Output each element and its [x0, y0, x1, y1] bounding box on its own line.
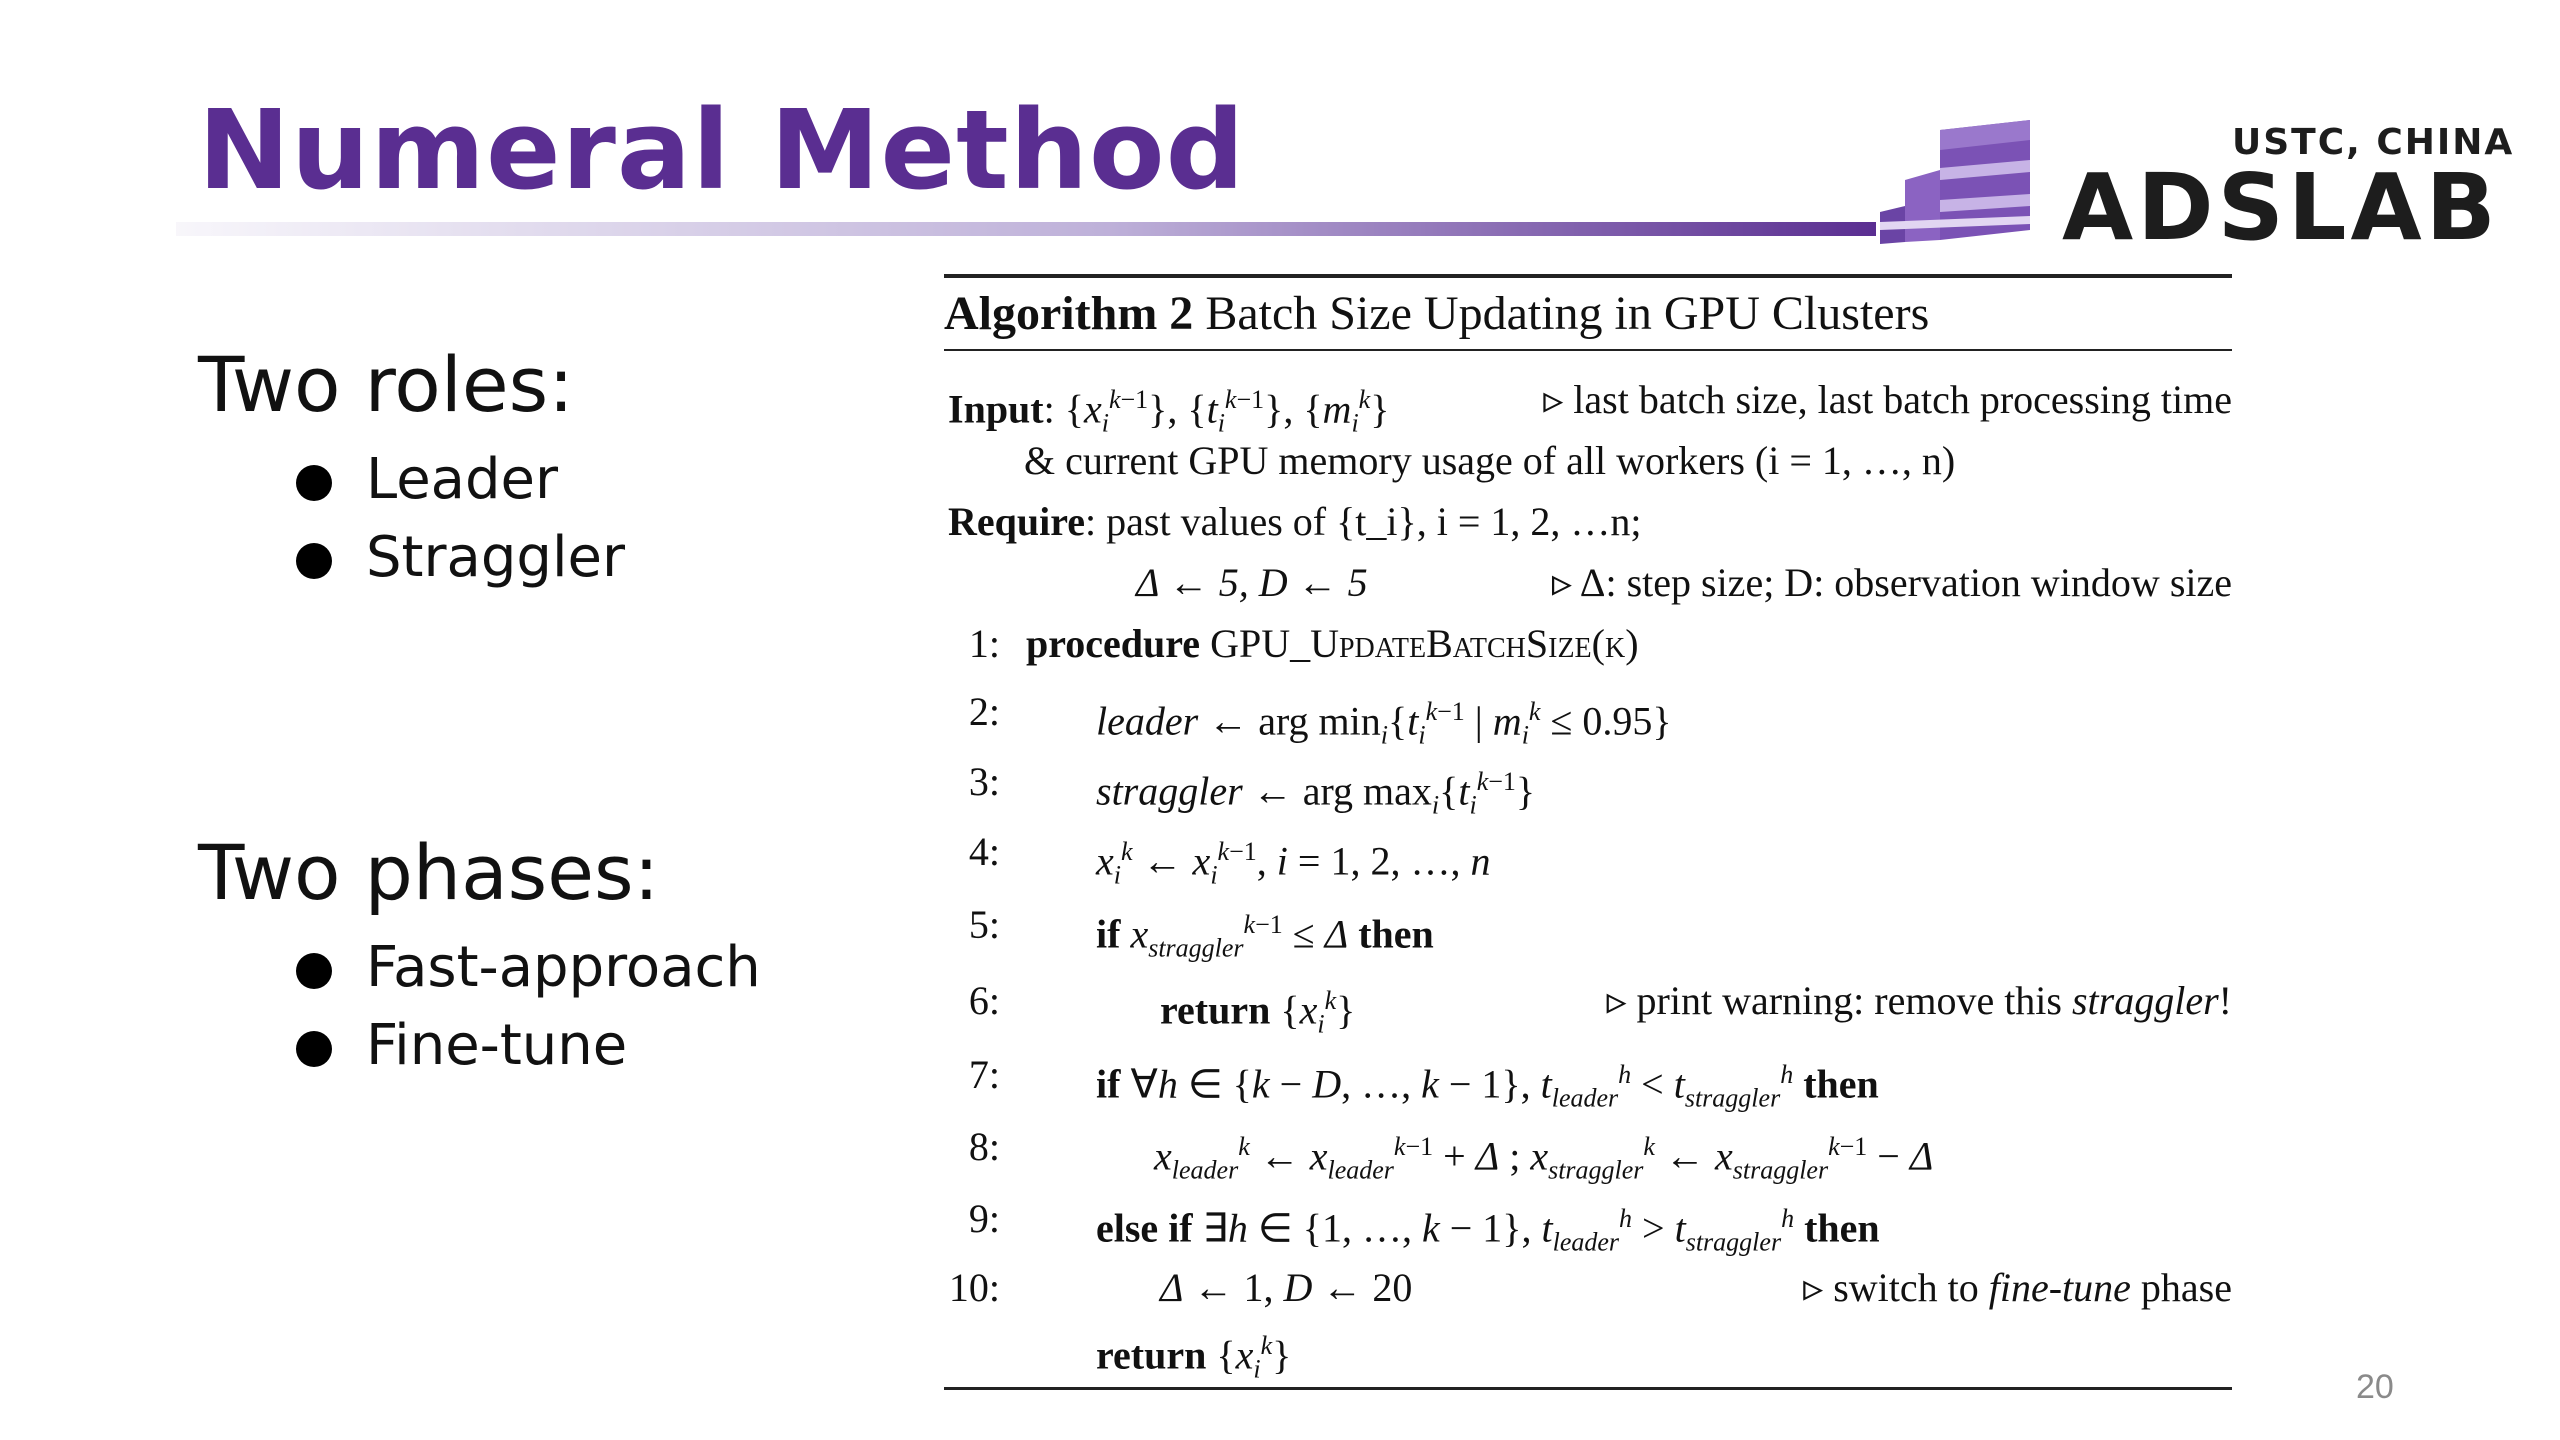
algo-line-4: 4: $x_i^k$ ← $x_i^{k-1}$, i = 1, 2, …, n [968, 829, 1491, 890]
algo-require-assign: Δ ← 5, D ← 5 ▹ Δ: step size; D: observation window size [944, 555, 2232, 611]
algo-final-return: return $\{x_i^k\}$ [1096, 1331, 1292, 1384]
phases-heading: Two phases: [198, 828, 660, 917]
algo-line-1: 1: procedure GPU_UpdateBatchSize(k) [968, 621, 1639, 666]
logo-name: ADSLAB [2062, 154, 2500, 261]
list-item: Leader [296, 441, 625, 519]
input-comment: ▹ last batch size, last batch processing time [1543, 377, 2232, 422]
roles-heading: Two roles: [198, 340, 574, 429]
algo-line-10: 10: Δ ← 1, D ← 20 ▹ switch to fine-tune phase [944, 1255, 2232, 1321]
line6-comment: ▹ print warning: remove this straggler! [1606, 978, 2232, 1023]
algo-input-line: Input: $\{x_i^{k-1}\}$, $\{t_i^{k-1}\}$, $\{m_i^k\}$ ▹ last batch size, last batch processing time [944, 367, 2232, 433]
algorithm-box [944, 274, 2232, 1390]
algo-input-continuation: & current GPU memory usage of all workers (i = 1, …, n) [1024, 438, 1956, 483]
list-item: Straggler [296, 519, 625, 597]
adslab-logo [1880, 110, 2560, 261]
algorithm-title: Batch Size Updating in GPU Clusters [1205, 287, 1930, 340]
require-comment: ▹ Δ: step size; D: observation window size [1551, 560, 2232, 605]
logo-subtitle: USTC, CHINA [2232, 122, 2515, 163]
algo-line-3: 3: straggler ← arg $\max_i\{t_i^{k-1}\}$ [968, 759, 1536, 820]
algo-line-6: 6: return $\{x_i^k\}$ ▹ print warning: remove this straggler! [944, 963, 2232, 1039]
list-item: Fast-approach [296, 929, 761, 1007]
roles-section [198, 340, 625, 597]
slide-title: Numeral Method [198, 86, 1246, 214]
algo-line-2: 2: leader ← arg $\min_i\{t_i^{k-1}$ | $m_i^k \le 0.95$} [968, 689, 1672, 750]
phases-section [198, 828, 761, 1085]
algo-line-9: 9: else if ∃h ∈ {1, …, k − 1}, $t_{leader}^h > t_{straggler}^h$ then [968, 1196, 1880, 1257]
bullet-icon [296, 543, 332, 579]
algo-line-7: 7: if ∀h ∈ {k − D, …, k − 1}, $t_{leader}^h < t_{straggler}^h$ then [968, 1052, 1879, 1113]
list-item: Fine-tune [296, 1007, 761, 1085]
page-number: 20 [2356, 1368, 2394, 1406]
building-logo-icon [1880, 120, 2050, 250]
phases-list [296, 929, 761, 1085]
bullet-icon [296, 465, 332, 501]
line10-comment: ▹ switch to fine-tune phase [1803, 1265, 2232, 1310]
roles-list [296, 441, 625, 597]
title-underline [176, 222, 1876, 236]
bullet-icon [296, 1031, 332, 1067]
algorithm-header [944, 278, 2232, 351]
algo-line-8: 8: $x_{leader}^k$ ← $x_{leader}^{k-1} + \Delta$ ; $x_{straggler}^k$ ← $x_{straggler}^{k-1} - \Delta$ [968, 1124, 1934, 1185]
bullet-icon [296, 953, 332, 989]
algo-require-line: Require: past values of {t_i}, i = 1, 2, …n; [948, 499, 1642, 544]
algorithm-label: Algorithm 2 [944, 287, 1194, 340]
algo-line-5: 5: if $x_{straggler}^{k-1} \le \Delta$ then [968, 902, 1434, 963]
